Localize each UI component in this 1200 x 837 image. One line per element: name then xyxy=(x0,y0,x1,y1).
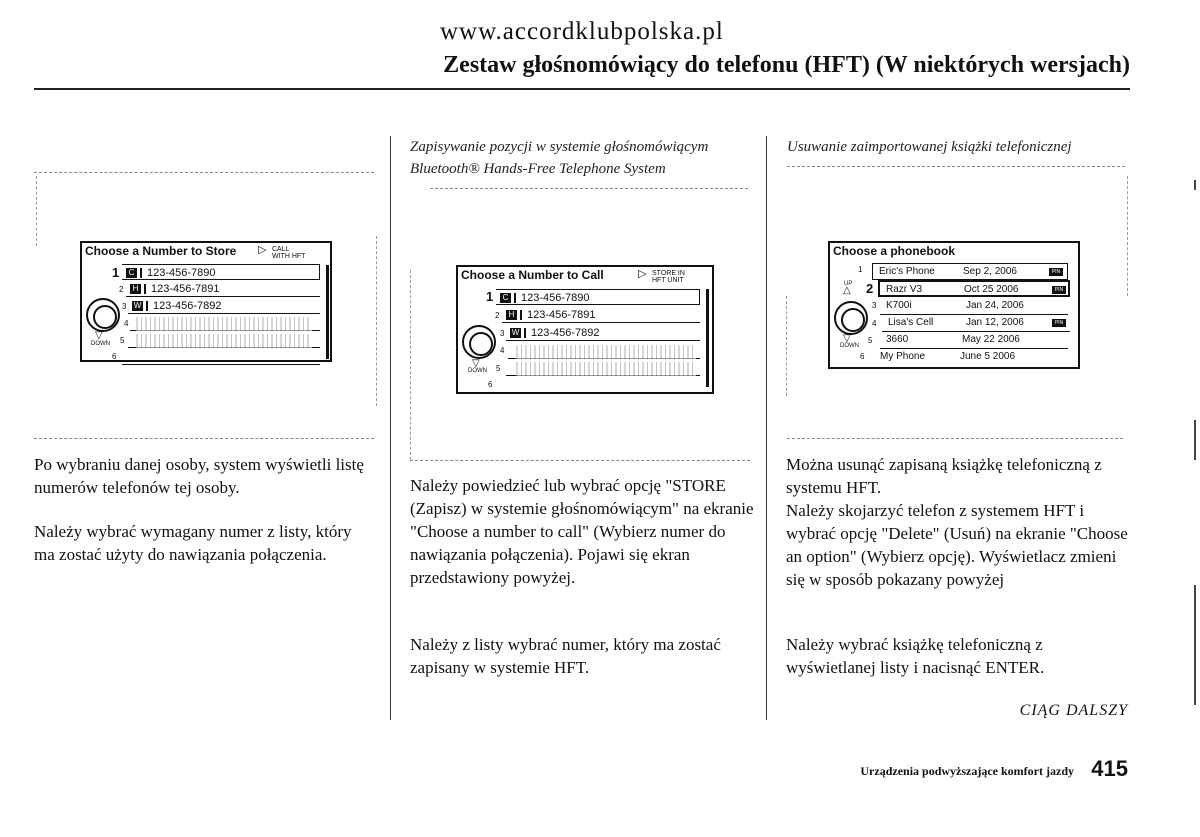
phonebook-date: Jan 24, 2006 xyxy=(966,300,1024,311)
selector-knob-icon xyxy=(834,301,868,335)
row-number: 1 xyxy=(858,265,863,274)
separator xyxy=(146,301,148,311)
blurred-region xyxy=(136,334,312,348)
down-label: DOWN xyxy=(840,343,859,349)
phonebook-name: Eric's Phone xyxy=(879,266,935,277)
title-rule xyxy=(34,88,1130,90)
screen-title: Choose a Number to Store xyxy=(85,244,237,258)
screen-hint-2: WITH HFT xyxy=(272,253,306,260)
frame-bottom-dash xyxy=(410,460,750,461)
home-phone-icon: H xyxy=(506,310,517,320)
row-number: 1 xyxy=(112,265,120,280)
list-item[interactable] xyxy=(122,264,320,280)
frame-top-dash xyxy=(430,188,748,189)
list-item[interactable] xyxy=(880,332,1068,349)
cell-phone-icon: C xyxy=(500,293,511,303)
up-arrow-icon: △ xyxy=(843,285,851,296)
phone-number: 123-456-7890 xyxy=(521,292,590,304)
scan-edge-mark xyxy=(1194,180,1196,190)
phonebook-name: Lisa's Cell xyxy=(888,317,934,328)
lcd-screen-store xyxy=(80,241,332,362)
column-divider-2 xyxy=(766,136,767,720)
row-number: 3 xyxy=(872,301,877,310)
screen-hint-1: CALL xyxy=(272,246,290,253)
play-arrow-icon: ▷ xyxy=(258,244,267,256)
row-number: 4 xyxy=(500,346,505,355)
paragraph: Należy wybrać książkę telefoniczną z wyświetlanej listy i nacisnąć ENTER. xyxy=(786,635,1045,677)
paragraph: Należy powiedzieć lub wybrać opcję "STORE (Zapisz) w systemie głośnomówiącym" na ekranie "Choose a number to call" (Wybierz numer do nawiązania połączenia). Pojawi się ekran przedstawiony powyżej. xyxy=(410,476,754,587)
pin-badge: PIN xyxy=(1049,268,1063,276)
list-item[interactable] xyxy=(502,307,700,323)
row-number: 2 xyxy=(495,311,500,320)
frame-left-dash xyxy=(786,296,787,396)
list-item[interactable] xyxy=(506,325,700,341)
phonebook-name: K700i xyxy=(886,300,912,311)
phonebook-date: Oct 25 2006 xyxy=(964,284,1019,295)
scrollbar[interactable] xyxy=(706,289,709,387)
paragraph: Można usunąć zapisaną książkę telefoniczną z systemu HFT. Należy skojarzyć telefon z systemem HFT i wybrać opcję "Delete" (Usuń) na ekranie "Choose an option" (Wybierz opcję). Wyświetlacz zmieni się w sposób pokazany powyżej xyxy=(786,455,1128,589)
phone-number: 123-456-7891 xyxy=(151,283,220,295)
row-number: 4 xyxy=(124,319,129,328)
section-caption: Usuwanie zaimportowanej książki telefonicznej xyxy=(787,139,1072,155)
home-phone-icon: H xyxy=(130,284,141,294)
screen-hint-2: HFT UNIT xyxy=(652,277,684,284)
work-phone-icon: W xyxy=(133,301,142,311)
phone-number: 123-456-7890 xyxy=(147,267,216,279)
work-phone-icon: W xyxy=(511,328,520,338)
phone-number: 123-456-7892 xyxy=(531,327,600,339)
paragraph: Należy wybrać wymagany numer z listy, który ma zostać użyty do nawiązania połączenia. xyxy=(34,522,352,564)
page-title: Zestaw głośnomówiący do telefonu (HFT) (W niektórych wersjach) xyxy=(443,52,1130,78)
continued-label: CIĄG DALSZY xyxy=(1019,702,1128,719)
separator xyxy=(144,284,146,294)
row-number: 3 xyxy=(500,329,505,338)
paragraph: Po wybraniu danej osoby, system wyświetli listę numerów telefonów tej osoby. xyxy=(34,455,364,497)
list-item[interactable] xyxy=(874,349,1068,366)
row-number: 1 xyxy=(486,289,494,304)
selector-knob-icon xyxy=(86,298,120,332)
down-arrow-icon: ▽ xyxy=(472,358,480,369)
list-item[interactable] xyxy=(128,298,320,314)
phonebook-name: Razr V3 xyxy=(886,284,923,295)
frame-right-dash xyxy=(1127,176,1128,296)
up-label: UP xyxy=(844,281,853,287)
down-label: DOWN xyxy=(91,341,110,347)
selector-knob-icon xyxy=(462,325,496,359)
phone-number: 123-456-7892 xyxy=(153,300,222,312)
frame-bottom-dash xyxy=(787,438,1123,439)
row-number: 2 xyxy=(866,281,874,296)
list-item[interactable] xyxy=(872,263,1068,280)
phonebook-date: June 5 2006 xyxy=(960,351,1016,362)
frame-right-dash xyxy=(376,236,377,406)
list-item-selected[interactable] xyxy=(878,280,1070,297)
blurred-region xyxy=(516,362,696,376)
pin-badge: PIN xyxy=(1052,286,1066,294)
separator xyxy=(520,310,522,320)
frame-bottom-dash xyxy=(34,438,374,439)
frame-left-dash xyxy=(36,176,37,246)
row-number: 4 xyxy=(872,319,877,328)
column-divider-1 xyxy=(390,136,391,720)
row-number: 5 xyxy=(120,336,125,345)
lcd-screen-phonebook xyxy=(828,241,1080,369)
row-number: 6 xyxy=(488,380,493,389)
phonebook-date: May 22 2006 xyxy=(962,334,1020,345)
separator xyxy=(140,268,142,278)
phone-number: 123-456-7891 xyxy=(527,309,596,321)
scan-edge-mark xyxy=(1194,585,1196,705)
row-number: 5 xyxy=(496,364,501,373)
row-number: 6 xyxy=(860,352,865,361)
down-arrow-icon: ▽ xyxy=(843,333,851,344)
separator xyxy=(514,293,516,303)
row-number: 6 xyxy=(112,352,117,361)
site-url: www.accordklubpolska.pl xyxy=(440,18,724,45)
page-number: 415 xyxy=(1091,756,1128,781)
list-item[interactable] xyxy=(496,289,700,305)
section-caption: Zapisywanie pozycji w systemie głośnomówiącym xyxy=(410,139,709,155)
scrollbar[interactable] xyxy=(326,265,329,359)
blurred-region xyxy=(516,345,696,359)
list-item[interactable] xyxy=(882,315,1070,332)
down-arrow-icon: ▽ xyxy=(95,330,103,341)
scan-edge-mark xyxy=(1194,420,1196,460)
pin-badge: PIN xyxy=(1052,319,1066,327)
list-item[interactable] xyxy=(126,281,320,297)
frame-top-dash xyxy=(787,166,1125,167)
frame-left-dash xyxy=(410,270,411,460)
separator xyxy=(524,328,526,338)
screen-title: Choose a phonebook xyxy=(833,244,956,258)
list-item-empty xyxy=(498,377,700,393)
cell-phone-icon: C xyxy=(126,268,137,278)
frame-top-dash xyxy=(34,172,374,173)
paragraph: Należy z listy wybrać numer, który ma zostać zapisany w systemie HFT. xyxy=(410,635,721,677)
blurred-region xyxy=(136,317,312,331)
phonebook-name: 3660 xyxy=(886,334,909,345)
row-number: 3 xyxy=(122,302,127,311)
play-arrow-icon: ▷ xyxy=(638,268,647,280)
phonebook-date: Sep 2, 2006 xyxy=(963,266,1017,277)
phonebook-date: Jan 12, 2006 xyxy=(966,317,1024,328)
footer-section-title: Urządzenia podwyższające komfort jazdy xyxy=(860,764,1074,778)
section-caption: Bluetooth® Hands-Free Telephone System xyxy=(410,161,666,177)
list-item[interactable] xyxy=(880,298,1068,315)
screen-title: Choose a Number to Call xyxy=(461,268,604,282)
phonebook-name: My Phone xyxy=(880,351,926,362)
list-item-empty xyxy=(122,349,320,365)
row-number: 2 xyxy=(119,285,124,294)
lcd-screen-call xyxy=(456,265,714,394)
row-number: 5 xyxy=(868,336,873,345)
down-label: DOWN xyxy=(468,368,487,374)
screen-hint-1: STORE IN xyxy=(652,270,685,277)
